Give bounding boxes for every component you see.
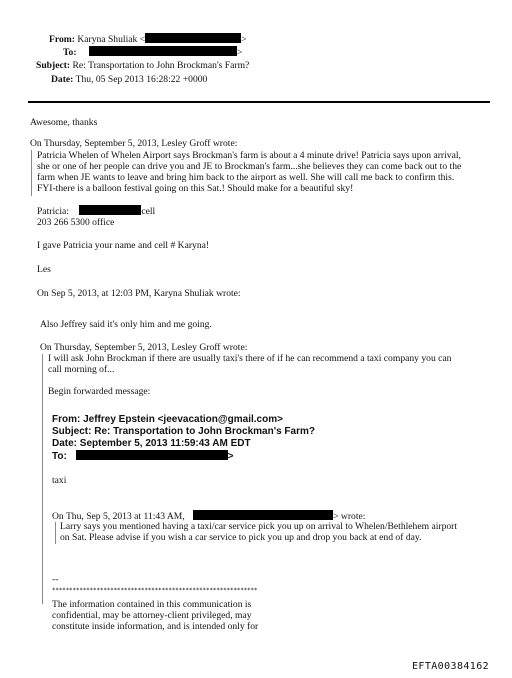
- from-line: From: Karyna Shuliak < >: [49, 34, 247, 45]
- redaction-block: [79, 205, 141, 215]
- signature-les: Les: [37, 264, 51, 275]
- patricia-office: 203 266 5300 office: [37, 217, 115, 228]
- to-label: To:: [63, 47, 77, 58]
- date-label: Date:: [51, 74, 74, 85]
- from-value: Karyna Shuliak <: [77, 34, 146, 45]
- patricia-line: Patricia: cell: [37, 206, 156, 217]
- reply-text: Awesome, thanks: [30, 117, 98, 128]
- disclaimer-line: confidential, may be attorney-client privileged, may: [52, 610, 252, 621]
- subject-line: [36, 60, 249, 72]
- disclaimer-line: constitute inside information, and is intended only for: [52, 621, 259, 632]
- quote-line: she or one of her people can drive you and JE to Brockman's farm...she believes they can come back out to the: [37, 161, 462, 172]
- to-line: To: >: [63, 47, 243, 58]
- redaction-block: [89, 46, 237, 56]
- quote-line: FYI-there is a balloon festival going on this Sat.! Should make for a beautiful sky!: [37, 183, 354, 194]
- quote-bar-3: [42, 354, 43, 604]
- taxi-line: taxi: [52, 475, 67, 486]
- redaction-block: [193, 510, 333, 520]
- gave-line: I gave Patricia your name and cell # Karyna!: [37, 240, 210, 251]
- quote-intro-1: On Thursday, September 5, 2013, Lesley Groff wrote:: [30, 138, 238, 149]
- disclaimer-line: The information contained in this communication is: [52, 599, 252, 610]
- date-value: Thu, 05 Sep 2013 16:28:22 +0000: [75, 74, 208, 85]
- subject-label: Subject:: [36, 60, 71, 71]
- signature-dashes: --: [52, 574, 59, 585]
- quote-bar-1: [31, 150, 32, 196]
- star-divider: ************************************************************: [52, 588, 258, 594]
- quote-line: I will ask John Brockman if there are usually taxi's there of if he can recommend a taxi company you can: [48, 353, 452, 364]
- forwarded-label: Begin forwarded message:: [48, 386, 151, 397]
- fwd-from: From: Jeffrey Epstein <jeevacation@gmail.com>: [52, 414, 283, 425]
- quote-intro-2: On Sep 5, 2013, at 12:03 PM, Karyna Shuliak wrote:: [37, 288, 241, 299]
- quote-intro-4: On Thu, Sep 5, 2013 at 11:43 AM, > wrote:: [52, 511, 366, 522]
- subject-value: Re: Transportation to John Brockman's Farm?: [72, 60, 250, 71]
- quote-line: farm when JE wants to leave and bring him back to the airport as well. She will call me back to confirm this.: [37, 172, 455, 183]
- document-id: EFTA00384162: [412, 661, 490, 672]
- from-label: From:: [49, 34, 75, 45]
- also-line: Also Jeffrey said it's only him and me going.: [40, 319, 212, 330]
- fwd-date: Date: September 5, 2013 11:59:43 AM EDT: [52, 438, 251, 449]
- redaction-block: [145, 33, 241, 43]
- date-line: [51, 74, 207, 86]
- redaction-block: [76, 450, 228, 460]
- quote-line: Larry says you mentioned having a taxi/car service pick you up on arrival to Whelen/Bethlehem airport: [60, 521, 458, 532]
- fwd-to: To: >: [52, 451, 234, 462]
- fwd-subject: Subject: Re: Transportation to John Brockman's Farm?: [52, 426, 315, 437]
- quote-line: call morning of...: [48, 364, 115, 375]
- quote-line: on Sat. Please advise if you wish a car service to pick you up and drop you back at end of day.: [60, 532, 422, 543]
- quote-bar-4: [55, 522, 56, 544]
- quote-intro-3: On Thursday, September 5, 2013, Lesley Groff wrote:: [40, 342, 248, 353]
- quote-line: Patricia Whelen of Whelen Airport says Brockman's farm is about a 4 minute drive! Patricia says upon arrival,: [37, 150, 461, 161]
- header-divider: [28, 101, 490, 103]
